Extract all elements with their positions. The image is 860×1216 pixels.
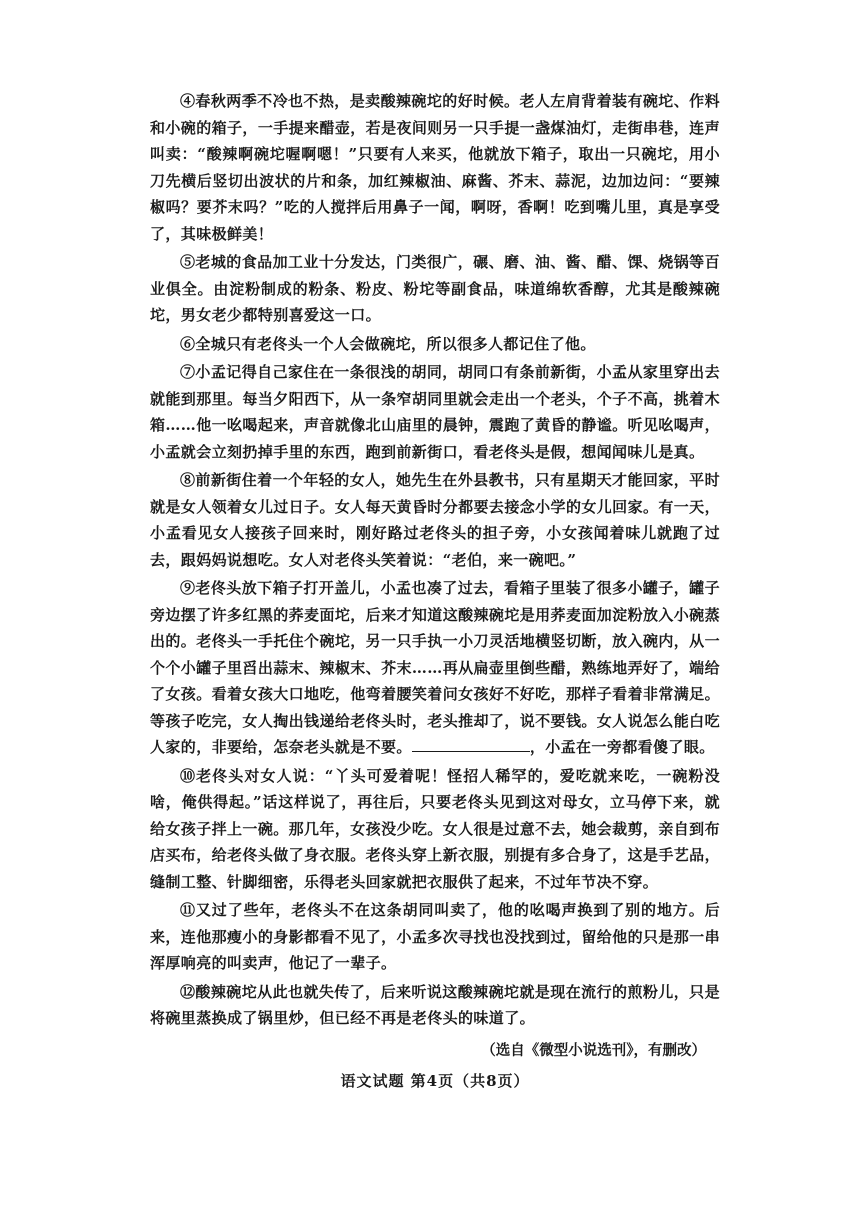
paragraph-8: ⑧前新街住着一个年轻的女人，她先生在外县教书，只有星期天才能回家，平时就是女人领着女儿过日子。女人每天黄昏时分都要去接念小学的女儿回家。有一天，小孟看见女人接孩子回来时，刚好路过老佟头的担子旁，小女孩闻着味儿就跑了过去，跟妈妈说想吃。女人对老佟头笑着说：“老伯，来一碗吧。” bbox=[150, 471, 720, 569]
paragraph-5: ⑤老城的食品加工业十分发达，门类很广，碾、磨、油、酱、醋、馃、烧锅等百业俱全。由淀粉制成的粉条、粉皮、粉坨等副食品，味道绵软香醇，尤其是酸辣碗坨，男女老少都特别喜爱这一口。 bbox=[150, 253, 720, 324]
paragraph-9-tail: ，小孟在一旁都看傻了眼。 bbox=[529, 738, 715, 756]
paragraph-9 bbox=[150, 575, 720, 761]
paragraph-12: ⑫酸辣碗坨从此也就失传了，后来听说这酸辣碗坨就是现在流行的煎粉儿，只是将碗里蒸换成了锅里炒，但已经不再是老佟头的味道了。 bbox=[150, 982, 720, 1027]
paragraph-4: ④春秋两季不冷也不热，是卖酸辣碗坨的好时候。老人左肩背着装有碗坨、作料和小碗的箱子，一手提来醋壶，若是夜间则另一只手提一盏煤油灯，走街串巷，连声叫卖：“酸辣啊碗坨喔啊嗯！”只要有人来买，他就放下箱子，取出一只碗坨，用小刀先横后竖切出波状的片和条，加红辣椒油、麻酱、芥末、蒜泥，边加边问：“要辣椒吗？要芥末吗？”吃的人搅拌后用鼻子一闻，啊呀，香啊！吃到嘴儿里，真是享受了，其味极鲜美！ bbox=[150, 92, 720, 243]
paragraph-10: ⑩老佟头对女人说：“丫头可爱着呢！怪招人稀罕的，爱吃就来吃，一碗粉没啥，俺供得起。”话这样说了，再往后，只要老佟头见到这对母女，立马停下来，就给女孩子拌上一碗。那几年，女孩没少吃。女人很是过意不去，她会裁剪，亲自到布店买布，给老佟头做了身衣服。老佟头穿上新衣服，别提有多合身了，这是手艺品，缝制工整、针脚细密，乐得老头回家就把衣服供了起来，不过年节决不穿。 bbox=[150, 766, 720, 891]
source-citation: （选自《微型小说选刊》，有删改） bbox=[481, 1041, 706, 1059]
fill-in-blank[interactable] bbox=[412, 735, 530, 752]
paragraph-6: ⑥全城只有老佟头一个人会做碗坨，所以很多人都记住了他。 bbox=[180, 334, 596, 353]
paragraph-7: ⑦小孟记得自己家住在一条很浅的胡同，胡同口有条前新街，小孟从家里穿出去就能到那里。每当夕阳西下，从一条窄胡同里就会走出一个老头，个子不高，挑着木箱……他一吆喝起来，声音就像北山庙里的晨钟，震跑了黄昏的静谧。听见吆喝声，小孟就会立刻扔掉手里的东西，跑到前新街口，看老佟头是假，想闻闻味儿是真。 bbox=[150, 363, 720, 461]
page-footer: 语文试题 第4页（共8页） bbox=[340, 1071, 530, 1090]
exam-page bbox=[150, 88, 720, 1094]
paragraph-11: ⑪又过了些年，老佟头不在这条胡同叫卖了，他的吆喝声换到了别的地方。后来，连他那瘦小的身影都看不见了，小孟多次寻找也没找到过，留给他的只是那一串浑厚响亮的叫卖声，他记了一辈子。 bbox=[150, 901, 720, 972]
paragraph-9-text: ⑨老佟头放下箱子打开盖儿，小孟也凑了过去，看箱子里装了很多小罐子，罐子旁边摆了许多红黑的荞麦面坨，后来才知道这酸辣碗坨是用荞麦面加淀粉放入小碗蒸出的。老佟头一手托住个碗坨，另一只手执一小刀灵活地横竖切断，放入碗内，从一个个小罐子里舀出蒜末、辣椒末、芥末……再从扁壶里倒些醋，熟练地弄好了，端给了女孩。看着女孩大口地吃，他弯着腰笑着问女孩好不好吃，那样子看着非常满足。等孩子吃完，女人掏出钱递给老佟头时，老头推却了，说不要钱。女人说怎么能白吃人家的，非要给，怎奈老头就是不要。 bbox=[150, 579, 720, 756]
